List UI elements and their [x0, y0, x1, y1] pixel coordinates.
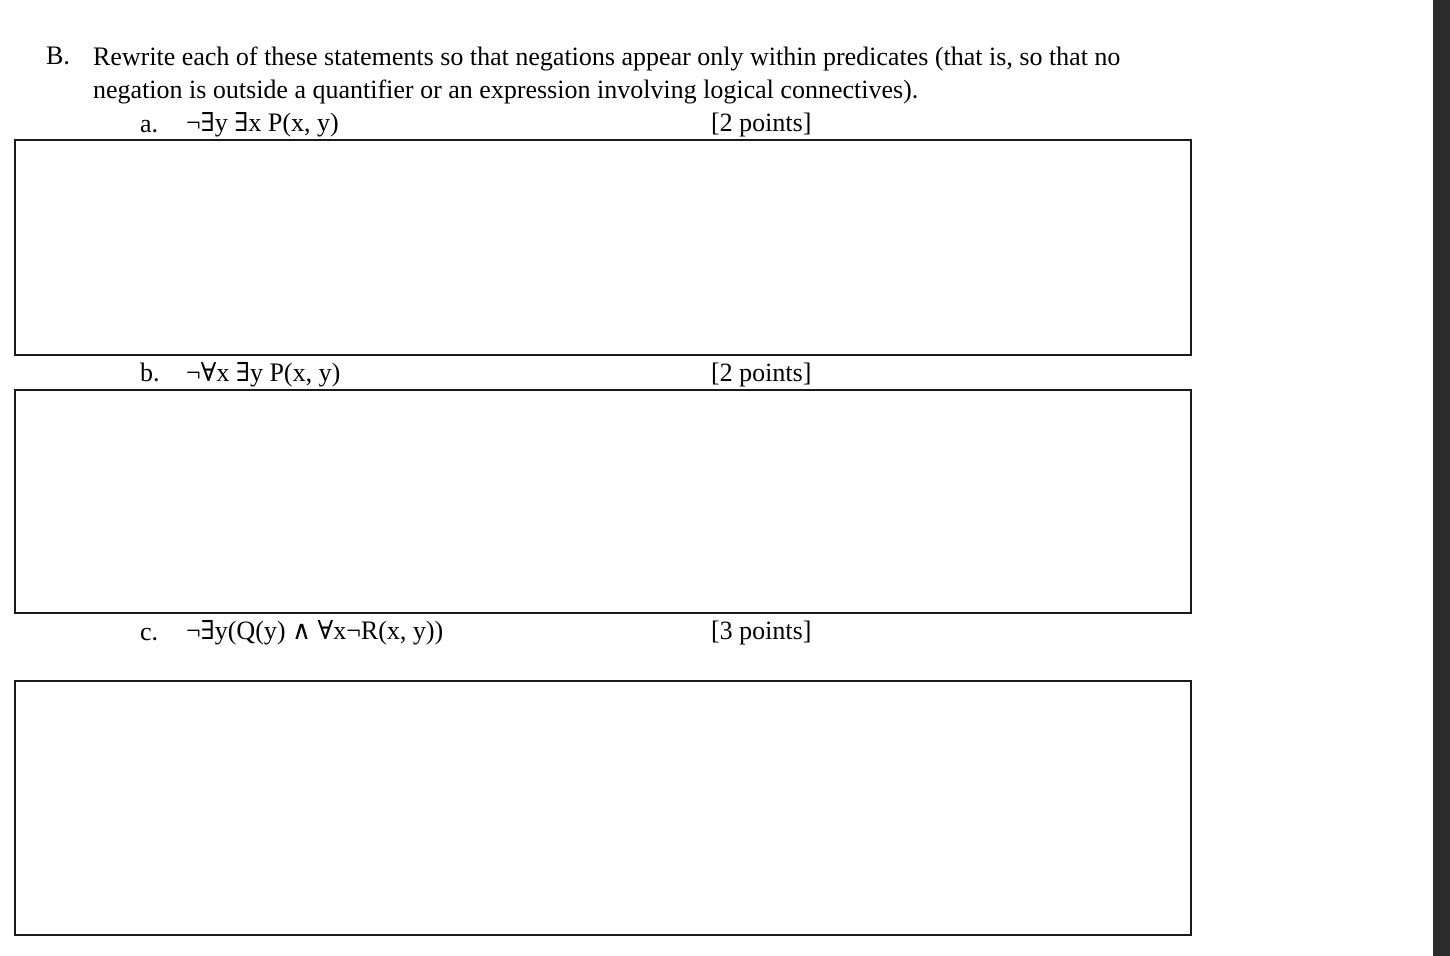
answer-box-a[interactable] [14, 139, 1192, 356]
question-c-expression: ¬∃y(Q(y) ∧ ∀x¬R(x, y)) [186, 616, 444, 645]
section-label: B. [46, 41, 70, 70]
question-c-letter: c. [140, 617, 159, 646]
question-b-expression: ¬∀x ∃y P(x, y) [186, 358, 341, 387]
question-b-letter: b. [140, 358, 160, 387]
question-c-points: [3 points] [711, 616, 812, 645]
question-a-letter: a. [140, 109, 159, 138]
answer-box-b[interactable] [14, 389, 1192, 614]
scrollbar[interactable] [1433, 0, 1450, 956]
answer-box-c[interactable] [14, 680, 1192, 936]
section-instructions: Rewrite each of these statements so that negations appear only within predicates (that is, so that no negation is outside a quantifier or an expression involving logical connectives). [93, 42, 1121, 104]
question-a-points: [2 points] [711, 108, 812, 137]
question-a-expression: ¬∃y ∃x P(x, y) [186, 108, 339, 137]
question-b-points: [2 points] [711, 358, 812, 387]
